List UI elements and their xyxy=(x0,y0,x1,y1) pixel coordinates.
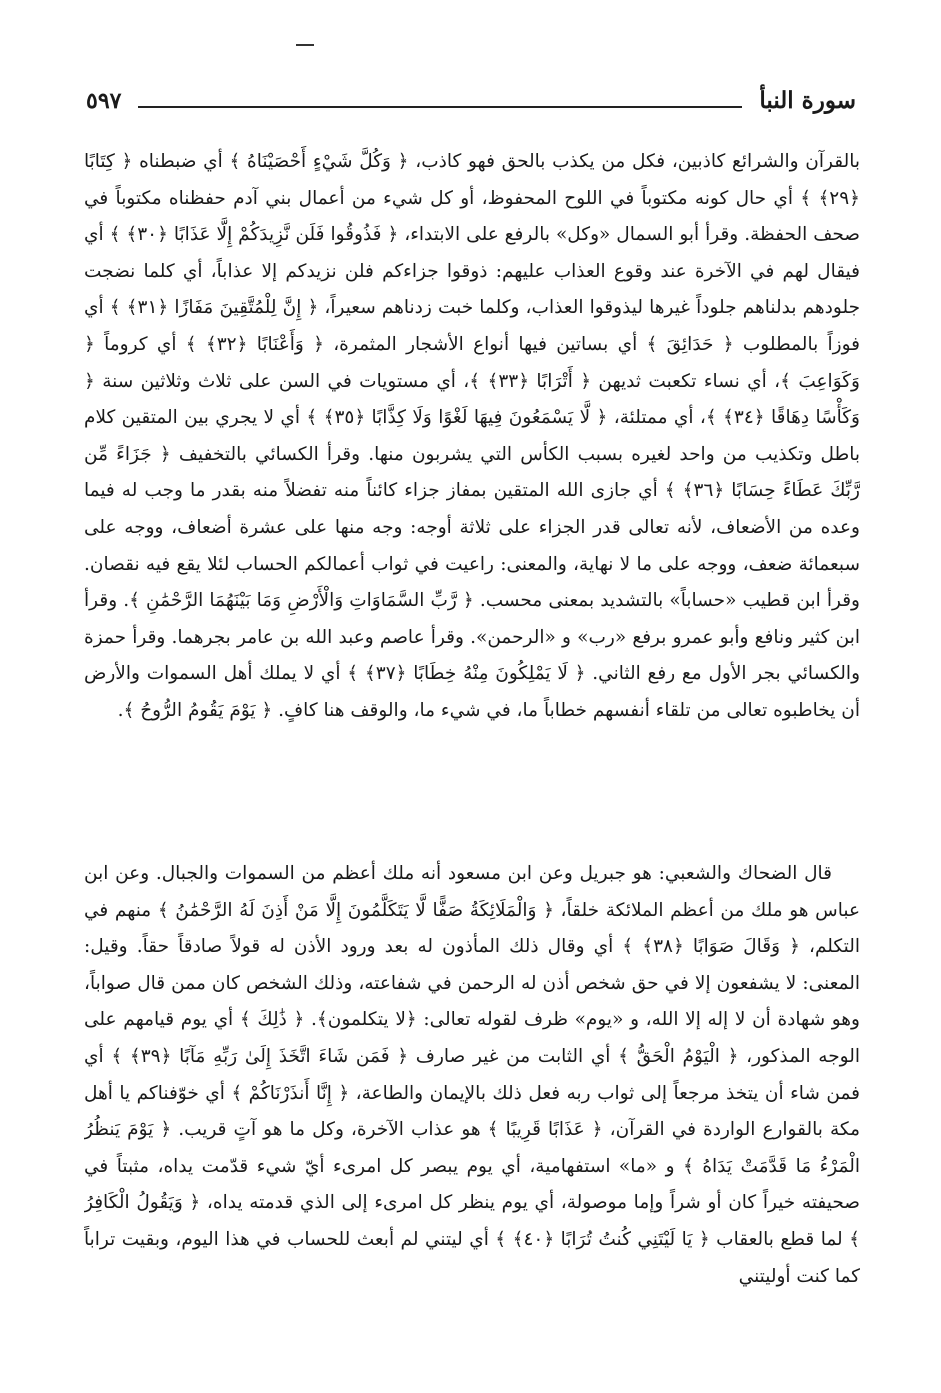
commentary-paragraph: بالقرآن والشرائع كاذبين، فكل من يكذب بالحق فهو كاذب، ﴿ وَكُلَّ شَيْءٍ أَحْصَيْنَاهُ ﴾ أي ضبطناه ﴿ كِتَابًا ﴿٢٩﴾ ﴾ أي حال كونه مكتوباً في اللوح المحفوظ، أو كل شيء من أعمال بني آدم حفظناه مكتوباً في صحف الحفظة. وقرأ أبو السمال «وكل» بالرفع على الابتداء، ﴿ فَذُوقُوا فَلَن نَّزِيدَكُمْ إِلَّا عَذَابًا ﴿٣٠﴾ ﴾ أي فيقال لهم في الآخرة عند وقوع العذاب عليهم: ذوقوا جزاءكم فلن نزيدكم إلا عذاباً، أي كلما نضجت جلودهم بدلناهم جلوداً غيرها ليذوقوا العذاب، وكلما خبت زدناهم سعيراً، ﴿ إِنَّ لِلْمُتَّقِينَ مَفَازًا ﴿٣١﴾ ﴾ أي فوزاً بالمطلوب ﴿ حَدَائِقَ ﴾ أي بساتين فيها أنواع الأشجار المثمرة، ﴿ وَأَعْنَابًا ﴿٣٢﴾ ﴾ أي كروماً ﴿ وَكَوَاعِبَ ﴾، أي نساء تكعبت ثديهن ﴿ أَتْرَابًا ﴿٣٣﴾ ﴾، أي مستويات في السن على ثلاث وثلاثين سنة ﴿ وَكَأْسًا دِهَاقًا ﴿٣٤﴾ ﴾، أي ممتلئة، ﴿ لَّا يَسْمَعُونَ فِيهَا لَغْوًا وَلَا كِذَّابًا ﴿٣٥﴾ ﴾ أي لا يجري بين المتقين كلام باطل وتكذيب من واحد لغيره بسبب الكأس التي يشربون منها. وقرأ الكسائي بالتخفيف ﴿ جَزَاءً مِّن رَّبِّكَ عَطَاءً حِسَابًا ﴿٣٦﴾ ﴾ أي جازى الله المتقين بمفاز جزاء كائناً منه تفضلاً منه بقدر ما وجب له فيما وعده من الأضعاف، لأنه تعالى قدر الجزاء على ثلاثة أوجه: وجه منها على عشرة أضعاف، ووجه على سبعمائة ضعف، ووجه على ما لا نهاية، والمعنى: راعيت في ثواب أعمالكم الحساب لئلا يقع فيه نقصان. وقرأ ابن قطيب «حساباً» بالتشديد بمعنى محسب. ﴿ رَّبِّ السَّمَاوَاتِ وَالْأَرْضِ وَمَا بَيْنَهُمَا الرَّحْمَٰنِ ﴾. وقرأ ابن كثير ونافع وأبو عمرو برفع «رب» و «الرحمن». وقرأ عاصم وعبد الله بن عامر بجرهما. وقرأ حمزة والكسائي بجر الأول مع رفع الثاني. ﴿ لَا يَمْلِكُونَ مِنْهُ خِطَابًا ﴿٣٧﴾ ﴾ أي لا يملك أهل السموات والأرض أن يخاطبوه تعالى من تلقاء أنفسهم خطاباً ما، في شيء ما، والوقف هنا كافٍ. ﴿ يَوْمَ يَقُومُ الرُّوحُ ﴾. xyxy=(84,151,860,721)
page-header xyxy=(86,86,856,118)
page-number: ٥٩٧ xyxy=(86,88,122,114)
commentary-paragraph: قال الضحاك والشعبي: هو جبريل وعن ابن مسعود أنه ملك أعظم من السموات والجبال. وعن ابن عباس هو ملك من أعظم الملائكة خلقاً، ﴿ وَالْمَلَائِكَةُ صَفًّا لَّا يَتَكَلَّمُونَ إِلَّا مَنْ أَذِنَ لَهُ الرَّحْمَٰنُ ﴾ منهم في التكلم، ﴿ وَقَالَ صَوَابًا ﴿٣٨﴾ ﴾ أي وقال ذلك المأذون له بعد ورود الأذن له قولاً صادقاً حقاً. وقيل: المعنى: لا يشفعون إلا في حق شخص أذن له الرحمن في شفاعته، وذلك الشخص كان ممن قال صواباً، وهو شهادة أن لا إله إلا الله، و «يوم» ظرف لقوله تعالى: ﴿لا يتكلمون﴾. ﴿ ذَٰلِكَ ﴾ أي يوم قيامهم على الوجه المذكور، ﴿ الْيَوْمُ الْحَقُّ ﴾ أي الثابت من غير صارف ﴿ فَمَن شَاءَ اتَّخَذَ إِلَىٰ رَبِّهِ مَآبًا ﴿٣٩﴾ ﴾ أي فمن شاء أن يتخذ مرجعاً إلى ثواب ربه فعل ذلك بالإيمان والطاعة، ﴿ إِنَّا أَنذَرْنَاكُمْ ﴾ أي خوّفناكم يا أهل مكة بالقوارع الواردة في القرآن، ﴿ عَذَابًا قَرِيبًا ﴾ هو عذاب الآخرة، وكل ما هو آتٍ قريب. ﴿ يَوْمَ يَنظُرُ الْمَرْءُ مَا قَدَّمَتْ يَدَاهُ ﴾ و «ما» استفهامية، أي يوم يبصر كل امرىء أيّ شيء قدّمت يداه، مثبتاً في صحيفته خيراً كان أو شراً وإما موصولة، أي يوم ينظر كل امرىء إلى الذي قدمته يداه، ﴿ وَيَقُولُ الْكَافِرُ ﴾ لما قطع بالعقاب ﴿ يَا لَيْتَنِي كُنتُ تُرَابًا ﴿٤٠﴾ ﴾ أي ليتني لم أبعث للحساب في هذا اليوم، وبقيت تراباً كما كنت أوليتني xyxy=(84,863,860,1287)
header-rule xyxy=(138,106,742,108)
commentary-block-1 xyxy=(84,144,860,834)
print-mark xyxy=(296,44,314,46)
commentary-block-2 xyxy=(84,856,860,1368)
surah-title: سورة النبأ xyxy=(759,87,856,114)
